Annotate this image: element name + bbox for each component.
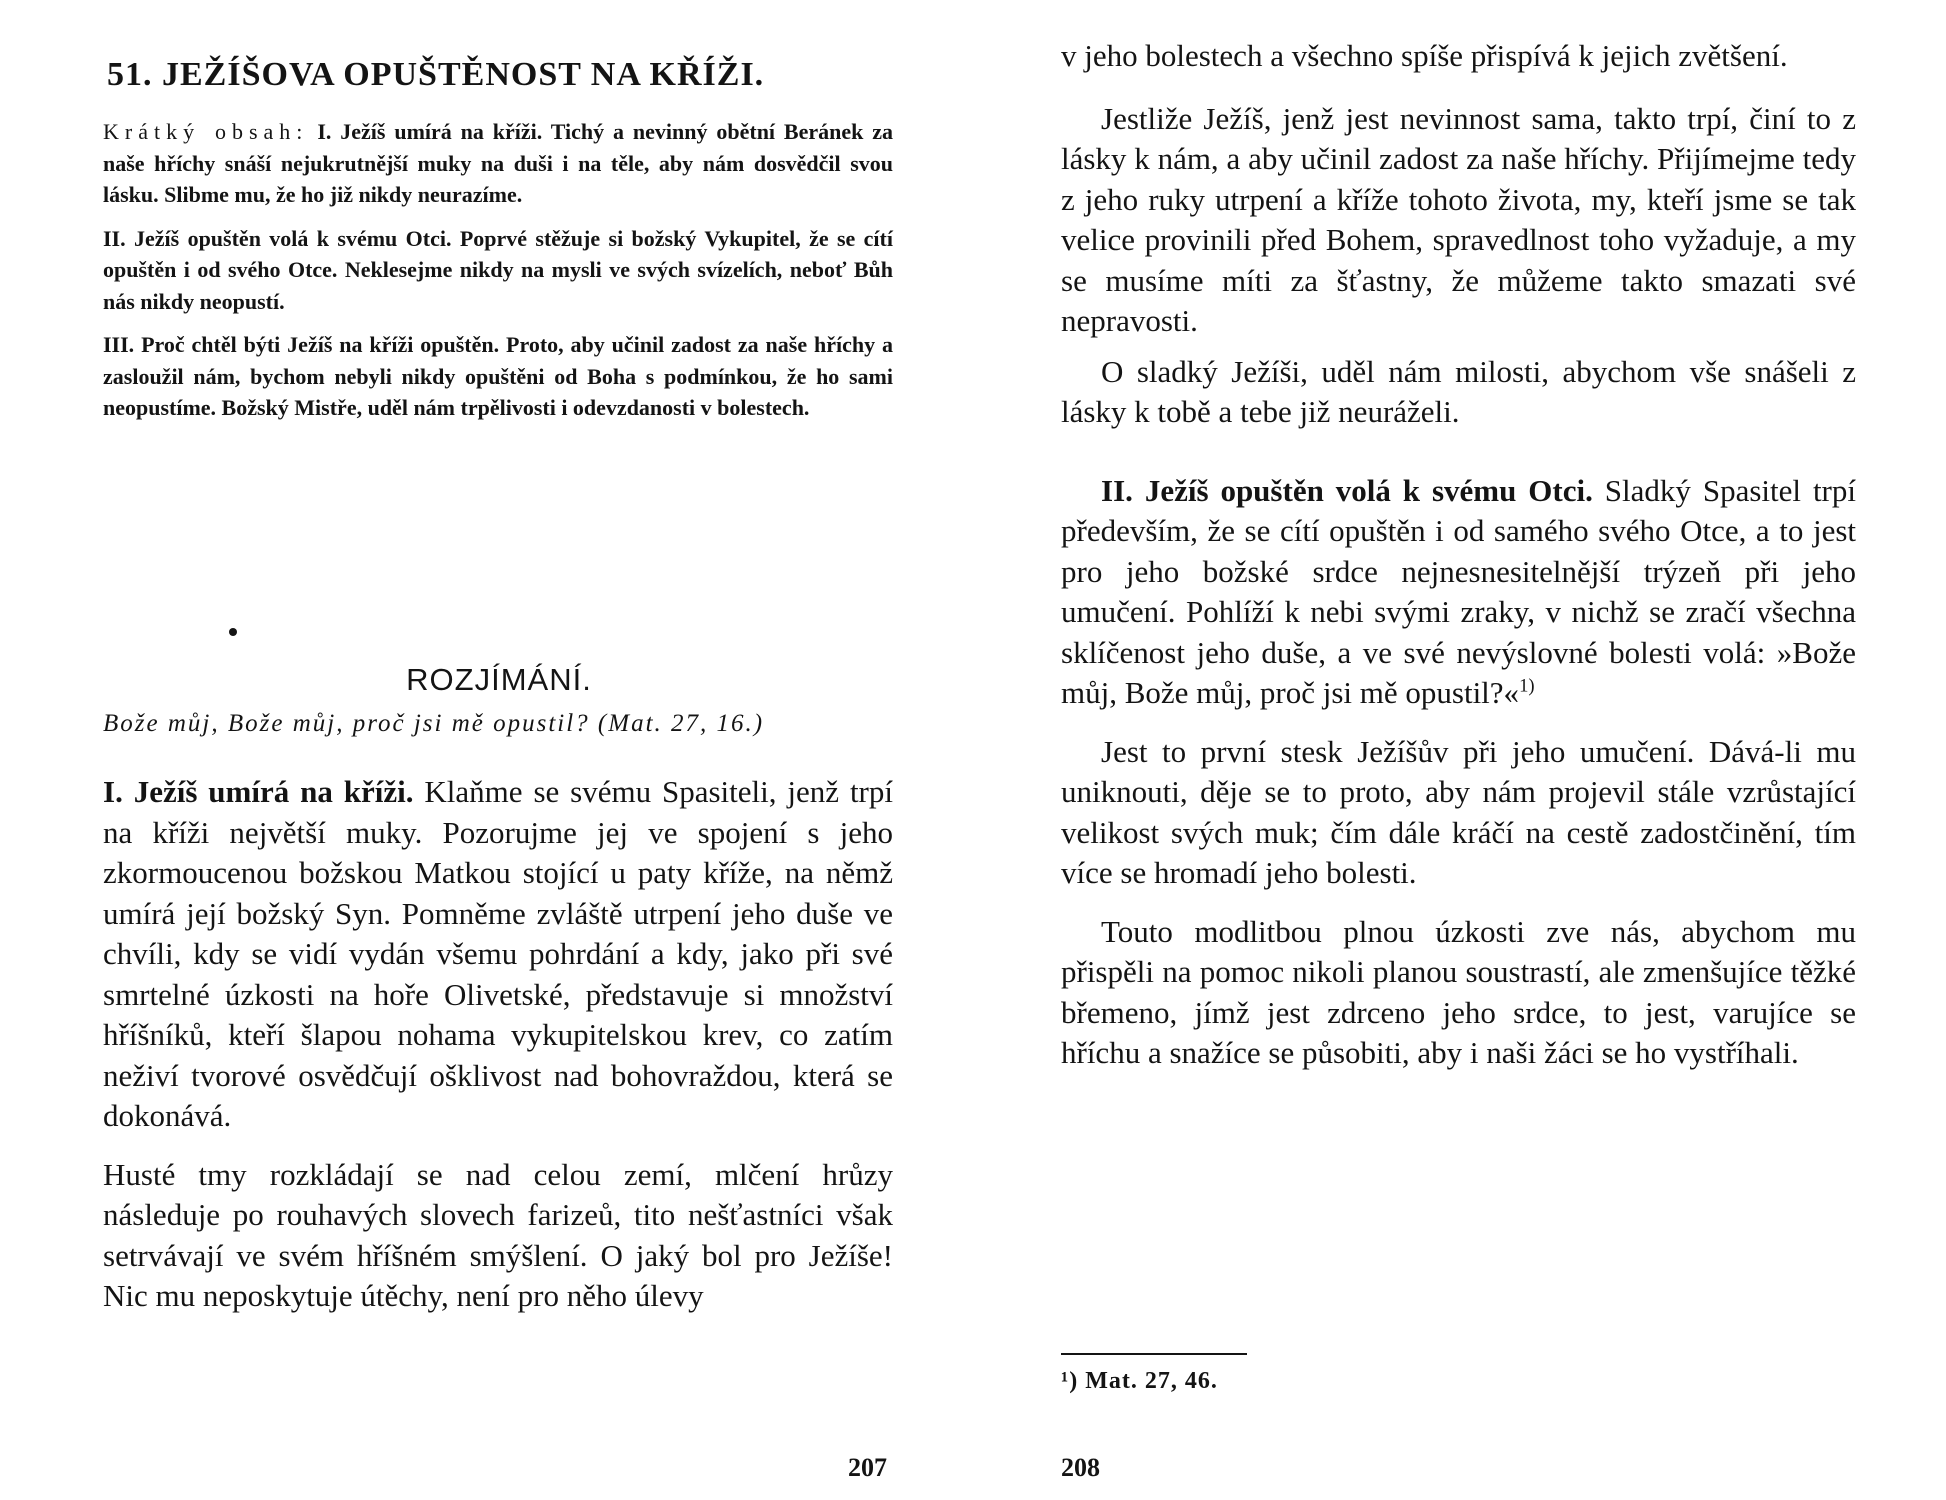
summary-section-1-text: I. Ježíš umírá na kříži. Tichý a nevinný obětní Beránek za naše hříchy snáší nejukrutnější muky na duši i na těle, aby nám dosvědčil svou lásku. Slibme mu, že ho již nikdy neurazíme. — [103, 119, 894, 207]
right-page — [973, 0, 1946, 1500]
footnote-rule — [1061, 1353, 1247, 1355]
summary-section-1 — [103, 116, 893, 211]
page-number: 207 — [848, 1453, 887, 1482]
section-heading-2: II. Ježíš opuštěn volá k svému Otci. — [1101, 472, 1593, 508]
footnote-marker: 1) — [1519, 675, 1535, 697]
summary-section-3 — [103, 329, 893, 424]
paragraph — [103, 772, 893, 1137]
summary-section-3-text: III. Proč chtěl býti Ježíš na kříži opuštěn. Proto, aby učinil zadost za naše hříchy a zasloužil nám, bychom nebyli nikdy opuštěni od Boha s podmínkou, že ho sami neopustíme. Božský Mistře, uděl nám trpělivosti i odevzdanosti v bolestech. — [103, 332, 893, 420]
paragraph — [1061, 471, 1856, 714]
meditation-heading: ROZJÍMÁNÍ. — [406, 662, 592, 697]
footnote: ¹) Mat. 27, 46. — [1061, 1368, 1218, 1394]
left-body-text — [103, 772, 893, 1335]
ornament-dot — [229, 628, 237, 636]
epigraph: Bože můj, Bože můj, proč jsi mě opustil? (Mat. 27, 16.) — [103, 710, 765, 737]
paragraph: O sladký Ježíši, uděl nám milosti, abychom vše snášeli z lásky k tobě a tebe již neuráželi. — [1061, 353, 1856, 429]
paragraph: Jestliže Ježíš, jenž jest nevinnost sama, takto trpí, činí to z lásky k nám, a aby učinil zadost za naše hříchy. Přijímejme tedy z jeho ruky utrpení a kříže tohoto života, my, kteří jsme se tak velice provinili před Bohem, spravedlnost toho vyžaduje, a my se musíme míti za šťastny, že můžeme takto smazati své nepravosti. — [1061, 100, 1856, 338]
paragraph: Husté tmy rozkládají se nad celou zemí, mlčení hrůzy následuje po rouhavých slovech farizeů, tito nešťastníci však setrvávají ve svém hříšném smýšlení. O jaký bol pro Ježíše! Nic mu neposkytuje útěchy, není pro něho úlevy — [103, 1156, 893, 1313]
right-body-text — [1061, 36, 1856, 1092]
summary-section-2-text: II. Ježíš opuštěn volá k svému Otci. Poprvé stěžuje si božský Vykupitel, že se cítí opuštěn i od svého Otce. Neklesejme nikdy na mysli ve svých svízelích, neboť Bůh nás nikdy neopustí. — [103, 225, 893, 314]
paragraph-text: Sladký Spasitel trpí především, že se cítí opuštěn i od samého svého Otce, a to jest pro jeho božské srdce nejnesnesitelnější trýzeň při jeho umučení. Pohlíží k nebi svými zraky, v nichž se zračí všechna sklíčenost jeho duše, a ve své nevýslovné bolesti volá: »Bože můj, Bože můj, proč jsi mě opustil?« — [1061, 472, 1856, 710]
paragraph: v jeho bolestech a všechno spíše přispívá k jejich zvětšení. — [1061, 38, 1788, 73]
summary-label: Krátký obsah: — [103, 119, 309, 144]
chapter-title: 51. JEŽÍŠOVA OPUŠTĚNOST NA KŘÍŽI. — [107, 56, 765, 93]
paragraph: Touto modlitbou plnou úzkosti zve nás, abychom mu přispěli na pomoc nikoli planou soustrastí, ale zmenšujíce těžké břemeno, jímž jest zdrceno jeho srdce, to jest, varujíce se hříchu a snažíce se působiti, aby i naši žáci se ho vystříhali. — [1061, 913, 1856, 1070]
section-heading-1: I. Ježíš umírá na kříži. — [103, 774, 414, 809]
summary-section-2 — [103, 223, 893, 318]
paragraph-text: Klaňme se svému Spasiteli, jenž trpí na kříži největší muky. Pozorujme jej ve spojení s jeho zkormoucenou božskou Matkou stojící u paty kříže, na němž umírá její božský Syn. Pomněme zvláště utrpení jeho duše ve chvíli, kdy se vidí vydán všemu pohrdání a kdy, jako při své smrtelné úzkosti na hoře Olivetské, představuje si množství hříšníků, kteří šlapou nohama vykupitelskou krev, co zatím neživí tvorové osvědčují ošklivost nad bohovraždou, která se dokonává. — [103, 774, 893, 1133]
summary-block — [103, 116, 893, 436]
page-number: 208 — [1061, 1453, 1100, 1482]
paragraph: Jest to první stesk Ježíšův při jeho umučení. Dává-li mu uniknouti, děje se to proto, aby nám projevil stále vzrůstající velikost svých muk; čím dále kráčí na cestě zadostčinění, tím více se hromadí jeho bolesti. — [1061, 733, 1856, 890]
